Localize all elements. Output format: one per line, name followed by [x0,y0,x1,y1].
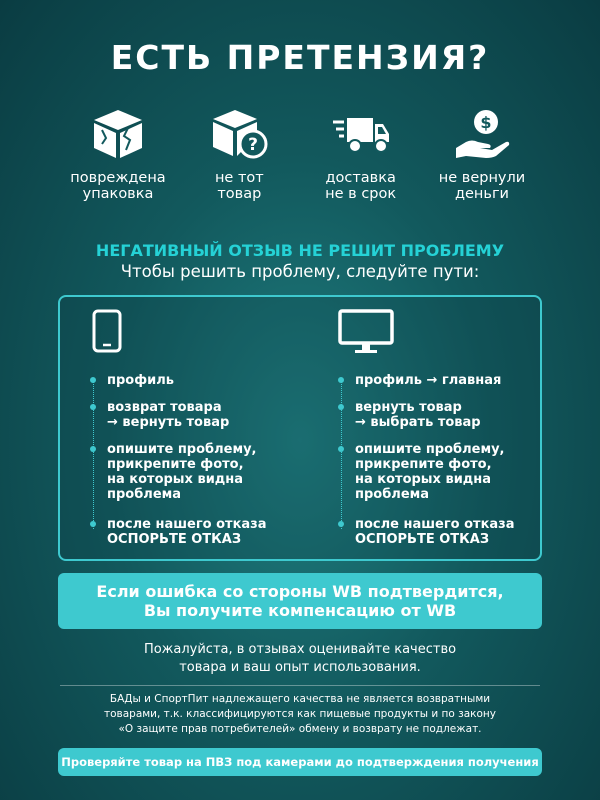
desktop-step: вернуть товар → выбрать товар [338,400,543,430]
issue-damaged-package [58,106,178,202]
return-paths-panel [58,295,542,561]
desktop-step: после нашего отказа ОСПОРЬТЕ ОТКАЗ [338,517,543,547]
question-box-icon [209,106,269,162]
monitor-icon [338,309,394,355]
issue-money-not-returned [422,106,542,202]
divider [60,685,540,686]
smartphone-icon [92,309,122,353]
issue-list [58,106,542,202]
issue-wrong-item [179,106,299,202]
rate-request-text: Пожалуйста, в отзывах оценивайте качество товара и ваш опыт использования. [143,642,457,675]
mobile-step: возврат товара → вернуть товар [90,400,290,430]
mobile-path [90,297,290,561]
issue-label: не тот товар [214,170,264,202]
issue-late-delivery [301,106,421,202]
page-title: ЕСТЬ ПРЕТЕНЗИЯ? [110,38,490,77]
damaged-box-icon [88,106,148,162]
negative-review-heading: НЕГАТИВНЫЙ ОТЗЫВ НЕ РЕШИТ ПРОБЛЕМУ [95,241,505,260]
issue-label: повреждена упаковка [70,170,166,202]
issue-label: не вернули деньги [438,170,526,202]
follow-path-heading: Чтобы решить проблему, следуйте пути: [120,262,480,281]
mobile-step: после нашего отказа ОСПОРЬТЕ ОТКАЗ [90,517,290,547]
desktop-step: опишите проблему, прикрепите фото, на которых видна проблема [338,442,543,502]
desktop-path [338,297,543,561]
money-hand-icon [452,106,512,162]
svg-text:$: $ [480,113,492,132]
issue-label: доставка не в срок [325,170,397,202]
delivery-truck-icon [331,106,391,162]
desktop-step: профиль → главная [338,373,543,388]
svg-text:?: ? [248,135,259,155]
check-notice-banner: Проверяйте товар на ПВЗ под камерами до подтверждения получения [58,748,542,776]
mobile-step: профиль [90,373,290,388]
mobile-step: опишите проблему, прикрепите фото, на которых видна проблема [90,442,290,502]
supplements-note: БАДы и СпортПит надлежащего качества не является возвратными товарами, т.к. классифицируются как пищевые продукты и по закону «О защите прав потребителей» обмену и возврату не подлежат. [104,693,496,735]
compensation-banner: Если ошибка со стороны WB подтвердится, Вы получите компенсацию от WB [58,573,542,629]
